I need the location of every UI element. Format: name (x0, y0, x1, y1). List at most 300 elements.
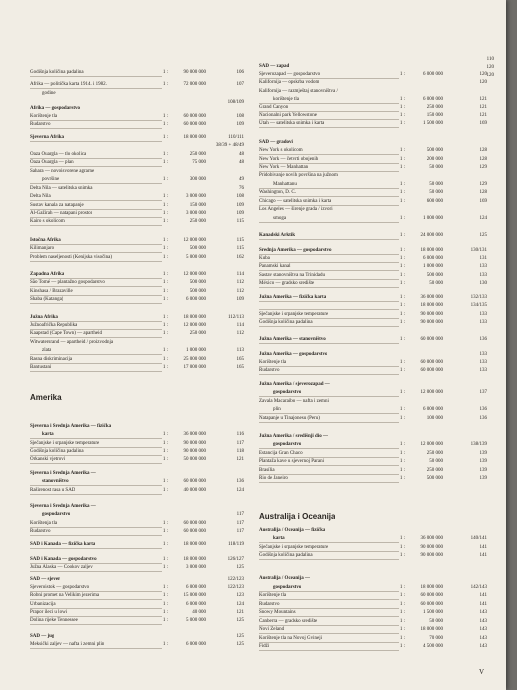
scale-prefix: 1 : (162, 255, 168, 260)
right_rows-row (253, 534, 501, 543)
page-ref: 133 (479, 320, 487, 325)
entry-title: Australija / Oceanija — fizička (259, 528, 326, 533)
page-ref: 133 (479, 360, 487, 365)
entry-title: Sustav kanala za natapanje (30, 203, 84, 208)
entry-title: Australija / Oceanija — (259, 576, 310, 581)
entry-title: SAD — zapad (259, 64, 290, 69)
entry-title: Južnoafrička Republika (30, 323, 78, 328)
scale-value: 150 000 (426, 113, 443, 118)
scale-prefix: 1 : (162, 488, 168, 493)
right_rows-row (253, 608, 501, 617)
entry-title: gospodarstvo (273, 585, 302, 590)
scale-prefix: 1 : (399, 360, 405, 365)
entry-title: Korištenja tla (30, 521, 58, 526)
entry-title: Kaapstad (Cape Town) — apartheid (30, 331, 103, 336)
scale-value: 25 000 000 (183, 357, 206, 362)
entry-title: Oaza Ouargla — plan (30, 160, 74, 165)
scale-prefix: 1 : (399, 416, 405, 421)
entry-title: Rudarstvo (30, 122, 51, 127)
scale-value: 90 000 000 (183, 70, 206, 75)
page-ref: 130 (479, 281, 487, 286)
entry-title: Korištenje tla na Novoj Gvineji (259, 636, 323, 641)
right_rows-row (253, 318, 501, 327)
scale-prefix: 1 : (399, 644, 405, 649)
page-ref: 125 (479, 233, 487, 238)
right_rows-row (253, 78, 501, 87)
scale-prefix: 1 : (162, 542, 168, 547)
scale-prefix: 1 : (162, 593, 168, 598)
entry-title: Meksički zaljev — nafta i zemni plin (30, 642, 105, 647)
entry-title: Južna Amerika — stanovništvo (259, 337, 326, 342)
right_rows-row (253, 457, 501, 466)
entry-title: Delta Nila (30, 194, 51, 199)
scale-prefix: 1 : (399, 407, 405, 412)
scale-prefix: 1 : (162, 348, 168, 353)
right_rows-row (253, 625, 501, 634)
entry-title: Witwatersrand — apartheid / proizvodnja (30, 340, 114, 345)
scale-prefix: 1 : (162, 565, 168, 570)
scale-prefix: 1 : (399, 182, 405, 187)
entry-title: Orkanski vjetrovi (30, 457, 66, 462)
scale-value: 1 000 000 (423, 216, 443, 221)
scale-prefix: 1 : (162, 365, 168, 370)
scale-value: 60 000 000 (183, 122, 206, 127)
entry-title: Estancija Gran Chaco (259, 451, 303, 456)
scale-value: 6 000 000 (186, 602, 206, 607)
entry-title: Utah — satelitska snimka i karta (259, 121, 325, 126)
scale-prefix: 1 : (399, 636, 405, 641)
entry-title: New York — četvrti obojenih (259, 157, 319, 162)
scale-prefix: 1 : (162, 441, 168, 446)
page-ref: 141 (479, 593, 487, 598)
entry-title: gospodarstvo (42, 512, 71, 517)
page-ref: 117 (236, 529, 244, 534)
scale-prefix: 1 : (399, 536, 405, 541)
page-ref: 112 (236, 289, 244, 294)
scale-prefix: 1 : (162, 70, 168, 75)
right_rows-row (253, 188, 501, 197)
right_rows-row (253, 440, 501, 449)
scale-value: 12 000 000 (420, 442, 443, 447)
entry-title: Južna Amerika / sjeverozapad — (259, 382, 330, 387)
scale-prefix: 1 : (162, 602, 168, 607)
page-ref: 125 (236, 642, 244, 647)
right_rows-row (253, 388, 501, 397)
left_rows-row (0, 563, 252, 572)
scale-value: 6 000 000 (423, 72, 443, 77)
scale-prefix: 1 : (399, 312, 405, 317)
scale-prefix: 1 : (162, 315, 168, 320)
scale-prefix: 1 : (162, 610, 168, 615)
top-page-ref: 120 (486, 73, 494, 78)
left_rows-row (0, 192, 252, 201)
page-ref: 109 (236, 203, 244, 208)
left_rows-row (0, 329, 252, 338)
scale-value: 600 000 (426, 199, 443, 204)
right_rows-row (253, 591, 501, 600)
page-ref: 117 (236, 512, 244, 517)
page-ref: 120 (479, 72, 487, 77)
entry-title: Sjeveroistok — gospodarstvo (30, 585, 90, 590)
scale-prefix: 1 : (399, 216, 405, 221)
entry-title: SAD i Kanada — gospodarstvo (30, 557, 97, 562)
scale-prefix: 1 : (162, 457, 168, 462)
page-ref: 106 (236, 70, 244, 75)
scale-value: 60 000 000 (420, 337, 443, 342)
right_rows-row (253, 405, 501, 414)
scale-value: 18 000 000 (420, 627, 443, 632)
page-ref: 112 (236, 331, 244, 336)
page-ref: 38/39 + 48/49 (215, 143, 244, 148)
entry-title: korištenje tla (273, 97, 299, 102)
entry-title: SAD — jug (30, 634, 55, 639)
scale-prefix: 1 : (162, 152, 168, 157)
scale-value: 60 000 000 (420, 360, 443, 365)
page-ref: 141 (479, 545, 487, 550)
entry-title: Fidži (259, 644, 270, 649)
scale-value: 18 000 000 (183, 542, 206, 547)
right_rows-row (253, 551, 501, 560)
entry-title: Rio de Janeiro (259, 476, 288, 481)
entry-title: Snowy Mountains (259, 610, 296, 615)
scale-prefix: 1 : (162, 585, 168, 590)
scale-value: 6 000 000 (423, 407, 443, 412)
scale-prefix: 1 : (399, 248, 405, 253)
left_rows-row (0, 68, 252, 77)
page-ref: 129 (479, 182, 487, 187)
entry-title: Raširenost rasa u SAD (30, 488, 76, 493)
page-ref: 133 (479, 368, 487, 373)
entry-title: Prapor ileci u lowi (30, 610, 68, 615)
page-ref: 124 (236, 602, 244, 607)
scale-value: 250 000 (189, 219, 206, 224)
scale-value: 200 000 (426, 157, 443, 162)
scale-prefix: 1 : (162, 211, 168, 216)
scale-prefix: 1 : (162, 238, 168, 243)
page-ref: 118 (236, 449, 244, 454)
entry-title: Kanadski Arktik (259, 233, 295, 238)
page-ref: 76 (239, 186, 244, 191)
page-ref: 122/123 (227, 585, 244, 590)
page-ref: 121 (479, 113, 487, 118)
scale-prefix: 1 : (399, 295, 405, 300)
scale-value: 6 000 000 (423, 256, 443, 261)
scale-prefix: 1 : (399, 337, 405, 342)
entry-title: Sječanjske i srpanjske temperature (259, 312, 329, 317)
entry-title: Kuba (259, 256, 270, 261)
entry-title: Grand Canyon (259, 105, 289, 110)
left_rows-row (0, 616, 252, 625)
scale-value: 250 000 (426, 451, 443, 456)
page-ref: 126/127 (227, 557, 244, 562)
page-ref: 130/131 (470, 248, 487, 253)
scale-prefix: 1 : (162, 529, 168, 534)
scale-value: 500 000 (426, 148, 443, 153)
right_rows-row (253, 642, 501, 651)
entry-title: Sjeverna i Srednja Amerika — (30, 504, 96, 509)
entry-title: Sječanjske i srpanjske temperature (30, 441, 100, 446)
entry-title: Los Angeles — širenje grada / izvori (259, 207, 333, 212)
entry-title: Urbanizacija (30, 602, 56, 607)
left_rows-row (0, 295, 252, 304)
page-ref: 121 (479, 97, 487, 102)
left_rows-row (0, 141, 252, 150)
left_rows-row (0, 89, 252, 98)
scale-prefix: 1 : (399, 199, 405, 204)
entry-title: Canberra — gradsko središte (259, 619, 318, 624)
scale-prefix: 1 : (162, 82, 168, 87)
scale-value: 5 000 000 (186, 618, 206, 623)
scale-value: 6 000 000 (423, 97, 443, 102)
page-ref: 139 (479, 451, 487, 456)
page-ref: 138/139 (470, 442, 487, 447)
entry-title: Problem naseljenosti (Kenijska visočina) (30, 255, 113, 260)
page-ref: 117 (236, 521, 244, 526)
entry-title: gospodarstvo (273, 390, 302, 395)
left_rows-row (0, 175, 252, 184)
scale-value: 18 000 000 (183, 135, 206, 140)
page-ref: 169 (479, 121, 487, 126)
scale-value: 250 000 (426, 468, 443, 473)
scale-value: 18 000 000 (183, 315, 206, 320)
scale-prefix: 1 : (399, 273, 405, 278)
scale-prefix: 1 : (162, 246, 168, 251)
page-ref: 143 (479, 610, 487, 615)
scale-prefix: 1 : (162, 280, 168, 285)
scale-prefix: 1 : (162, 122, 168, 127)
entry-title: Panamski kanal (259, 264, 291, 269)
page-ref: 112 (236, 280, 244, 285)
scale-prefix: 1 : (399, 442, 405, 447)
left_rows-row (0, 120, 252, 129)
scale-prefix: 1 : (399, 320, 405, 325)
entry-title: Zapadna Afrika (30, 272, 65, 277)
page-ref: 107 (236, 82, 244, 87)
page-ref: 109 (236, 122, 244, 127)
page-ref: 143 (479, 627, 487, 632)
leader-line (259, 642, 399, 651)
page-ref: 115 (236, 246, 244, 251)
entry-title: Afrika — politička karta 1914. i 1982. (30, 82, 107, 87)
entry-title: smoga (273, 216, 287, 221)
scale-prefix: 1 : (162, 449, 168, 454)
scale-prefix: 1 : (162, 357, 168, 362)
left_rows-row (0, 527, 252, 536)
scale-value: 3 000 000 (186, 211, 206, 216)
scale-value: 1 000 000 (423, 264, 443, 269)
page-ref: 128 (479, 157, 487, 162)
entry-title: stanovništvo (42, 479, 69, 484)
scale-prefix: 1 : (162, 289, 168, 294)
page-ref: 139 (479, 468, 487, 473)
scale-prefix: 1 : (162, 135, 168, 140)
scale-value: 500 000 (189, 280, 206, 285)
page-ref: 134/135 (470, 303, 487, 308)
page-ref: 165 (236, 365, 244, 370)
entry-title: Oaza Ouargla — tlo okolica (30, 152, 87, 157)
page-ref: 112/113 (227, 315, 244, 320)
scale-value: 250 000 (189, 152, 206, 157)
right_rows-row (253, 146, 501, 155)
entry-title: Bantustani (30, 365, 52, 370)
entry-title: Južna Alaska — Cookov zaljev (30, 565, 93, 570)
scale-prefix: 1 : (399, 459, 405, 464)
scale-value: 17 000 000 (183, 365, 206, 370)
scale-value: 3 000 000 (186, 565, 206, 570)
scale-value: 500 000 (189, 246, 206, 251)
page-ref: 120 (479, 80, 487, 85)
page-ref: 128 (479, 148, 487, 153)
entry-title: SAD — sjever (30, 577, 61, 582)
scale-value: 60 000 000 (183, 479, 206, 484)
page-ref: 165 (236, 357, 244, 362)
scale-prefix: 1 : (399, 264, 405, 269)
entry-title: Kalifornija — opskrba vodom (259, 80, 320, 85)
page-ref: 49 (239, 177, 244, 182)
entry-title: Istočna Afrika (30, 238, 61, 243)
left_rows-row (0, 477, 252, 486)
entry-title: México — gradsko središte (259, 281, 315, 286)
page-ref: 133 (479, 312, 487, 317)
entry-title: Al-Gažirah — natapani prostor (30, 211, 93, 216)
scale-value: 90 000 000 (420, 312, 443, 317)
entry-title: karta (42, 432, 54, 437)
scale-value: 100 000 (426, 416, 443, 421)
scale-prefix: 1 : (399, 627, 405, 632)
right_rows-row (253, 335, 501, 344)
page-ref: 121 (236, 610, 244, 615)
scale-value: 1 000 000 (186, 348, 206, 353)
right_rows-row (253, 171, 501, 180)
scale-prefix: 1 : (399, 545, 405, 550)
scale-prefix: 1 : (399, 157, 405, 162)
page-ref: 136 (479, 416, 487, 421)
scale-prefix: 1 : (399, 165, 405, 170)
page-ref: 117 (236, 441, 244, 446)
page-ref: 143 (479, 636, 487, 641)
page-ref: 115 (236, 219, 244, 224)
page-ref: 169 (479, 199, 487, 204)
scale-prefix: 1 : (399, 468, 405, 473)
scale-prefix: 1 : (399, 105, 405, 110)
scale-value: 6 000 000 (186, 297, 206, 302)
scale-value: 90 000 000 (420, 553, 443, 558)
page-ref: 109 (236, 297, 244, 302)
right_rows-row (253, 279, 501, 288)
page-ref: 108/109 (227, 100, 244, 105)
page-ref: 136 (479, 407, 487, 412)
entry-title: zlata (42, 348, 52, 353)
scale-prefix: 1 : (162, 331, 168, 336)
leader-line (259, 366, 399, 375)
entry-title: SAD i Kanada — fizička karta (30, 542, 96, 547)
left_rows-row (0, 510, 252, 519)
entry-title: Korištenje tla (30, 114, 58, 119)
scale-prefix: 1 : (162, 160, 168, 165)
page-ref: 122/123 (227, 577, 244, 582)
page-ref: 123 (236, 593, 244, 598)
scale-value: 60 000 000 (420, 368, 443, 373)
entry-title: Sastav stanovništva na Trinidadu (259, 273, 325, 278)
scale-value: 90 000 000 (183, 441, 206, 446)
entry-title: Rudarstvo (259, 602, 280, 607)
left_rows-row (0, 640, 252, 649)
left_rows-row (0, 80, 252, 89)
scale-value: 18 000 000 (420, 248, 443, 253)
page-ref: 124 (479, 216, 487, 221)
leader-line (259, 301, 399, 310)
scale-value: 500 000 (426, 273, 443, 278)
entry-title: Sjeverna Afrika (30, 135, 65, 140)
page-ref: 113 (236, 348, 244, 353)
entry-title: Godišnja količina padalina (30, 70, 84, 75)
scale-value: 1 500 000 (423, 610, 443, 615)
scale-prefix: 1 : (399, 593, 405, 598)
scale-value: 500 000 (426, 476, 443, 481)
page-ref: 124 (236, 488, 244, 493)
scale-value: 5 000 000 (186, 255, 206, 260)
entry-title: Južna Amerika / središnji dio — (259, 434, 328, 439)
entry-title: SAD — gradovi (259, 140, 293, 145)
scale-prefix: 1 : (399, 368, 405, 373)
page-ref: 162 (236, 255, 244, 260)
scale-prefix: 1 : (162, 114, 168, 119)
scale-value: 6 000 000 (186, 642, 206, 647)
scale-value: 60 000 000 (183, 114, 206, 119)
left_rows-row (0, 278, 252, 287)
entry-title: Godišnja količina padalina (259, 320, 313, 325)
entry-title: Robni promet na Velikim jezerima (30, 593, 100, 598)
top-page-ref: 120 (486, 65, 494, 70)
scale-value: 50 000 (429, 619, 443, 624)
page-ref: 48 (239, 152, 244, 157)
page-ref: 114 (236, 272, 244, 277)
scale-prefix: 1 : (162, 479, 168, 484)
scale-prefix: 1 : (162, 642, 168, 647)
left_rows-row (0, 430, 252, 439)
page-number: V (479, 668, 485, 676)
scale-prefix: 1 : (399, 451, 405, 456)
scale-value: 72 000 000 (183, 82, 206, 87)
scale-value: 12 000 000 (183, 238, 206, 243)
scale-prefix: 1 : (399, 113, 405, 118)
entry-title: Dolina rijeke Tennessee (30, 618, 78, 623)
entry-title: Godišnja količina padalina (259, 553, 313, 558)
scale-value: 70 000 (429, 636, 443, 641)
scale-value: 60 000 000 (183, 521, 206, 526)
page-ref: 143 (479, 644, 487, 649)
scale-prefix: 1 : (399, 281, 405, 286)
scale-value: 15 000 000 (183, 593, 206, 598)
entry-title: Plantaža kave u sjevernoj Parani (259, 459, 324, 464)
entry-title: Rasna diskriminacija (30, 357, 73, 362)
page-ref: 108 (236, 194, 244, 199)
scale-value: 36 000 000 (420, 536, 443, 541)
scale-prefix: 1 : (399, 148, 405, 153)
entry-title: Afrika — gospodarstvo (30, 106, 81, 111)
entry-title: Washington, D. C. (259, 190, 296, 195)
page-ref: 136 (236, 479, 244, 484)
top-page-ref: 110 (486, 57, 494, 62)
scale-prefix: 1 : (399, 390, 405, 395)
left_rows-row (0, 392, 252, 403)
entry-title: Sjeverna i Srednja Amerika — fizička (30, 424, 112, 429)
scale-prefix: 1 : (399, 72, 405, 77)
page-ref: 121 (479, 105, 487, 110)
entry-title: Kairo s okolicom (30, 219, 65, 224)
scale-value: 150 000 (189, 203, 206, 208)
scale-prefix: 1 : (162, 194, 168, 199)
